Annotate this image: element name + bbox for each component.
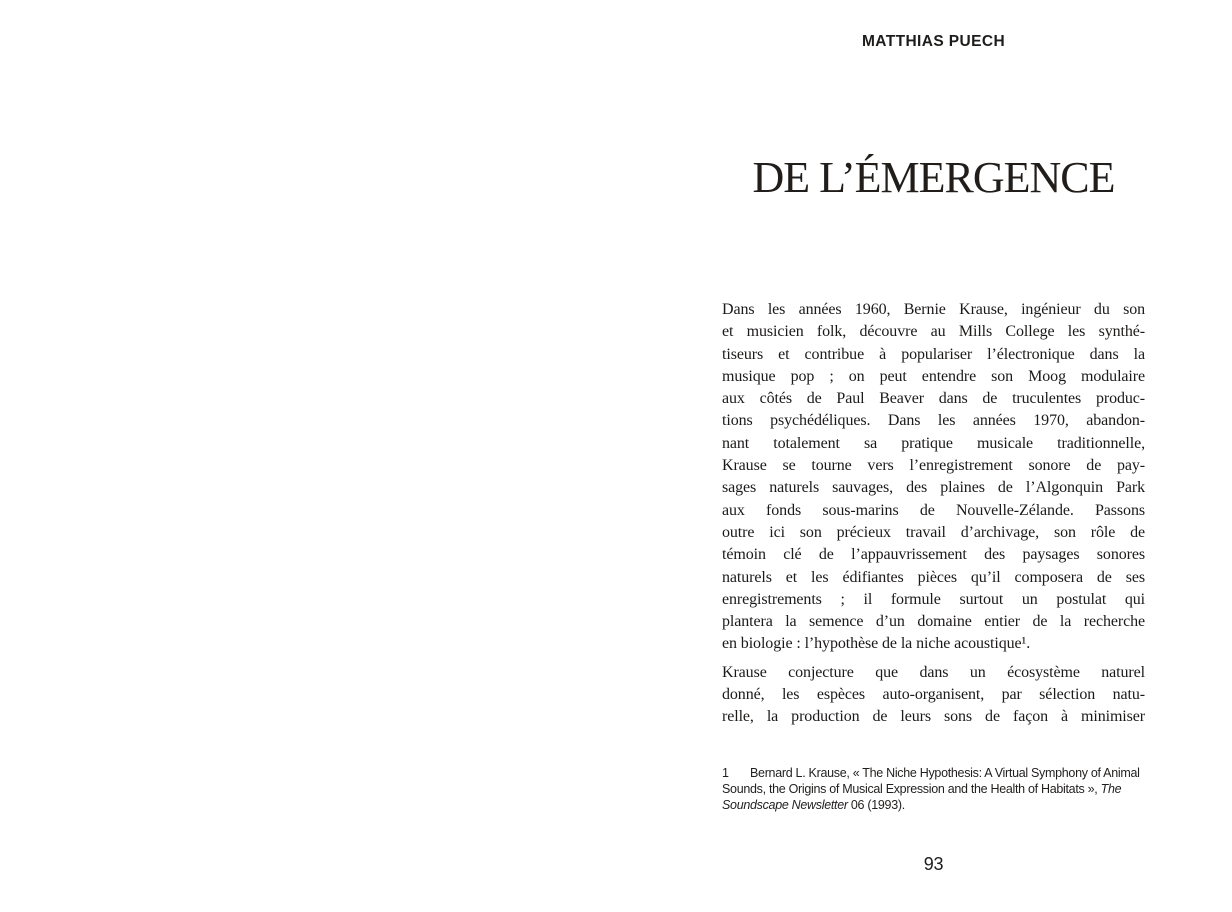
text-line: relle, la production de leurs sons de façon à minimiser: [722, 708, 1145, 726]
footnote-text: Bernard L. Krause, « The Niche Hypothesis: A Virtual Symphony of Animal: [750, 766, 1140, 780]
text-line: et musicien folk, découvre au Mills College les synthé-: [722, 323, 1145, 341]
text-line: plantera la semence d’un domaine entier de la recherche: [722, 613, 1145, 631]
text-line: naturels et les édifiantes pièces qu’il composera de ses: [722, 568, 1145, 586]
text-line: nant totalement sa pratique musicale traditionnelle,: [722, 434, 1145, 452]
text-line: Dans les années 1960, Bernie Krause, ingénieur du son: [722, 301, 1145, 318]
text-line: aux fonds sous-marins de Nouvelle-Zélande. Passons: [722, 501, 1145, 519]
footnote-line: [722, 781, 1152, 797]
footnote-line: [722, 765, 1152, 781]
body-text: [722, 299, 1145, 729]
text-line: sages naturels sauvages, des plaines de l’Algonquin Park: [722, 479, 1145, 497]
footnote-text: Sounds, the Origins of Musical Expression and the Health of Habitats »,: [722, 782, 1101, 796]
footnote-journal-title: The: [1100, 782, 1122, 796]
text-line: en biologie : l’hypothèse de la niche acoustique¹.: [722, 635, 1031, 653]
text-line: Krause se tourne vers l’enregistrement sonore de pay-: [722, 457, 1145, 475]
text-line: aux côtés de Paul Beaver dans de truculentes produc-: [722, 390, 1145, 408]
chapter-title: DE L’ÉMERGENCE: [752, 153, 1115, 202]
text-line: musique pop ; on peut entendre son Moog modulaire: [722, 367, 1145, 385]
text-line: outre ici son précieux travail d’archivage, son rôle de: [722, 523, 1145, 541]
text-line: témoin clé de l’appauvrissement des paysages sonores: [722, 546, 1145, 564]
text-line: tiseurs et contribue à populariser l’électronique dans la: [722, 345, 1145, 363]
text-column: [722, 0, 1145, 912]
footnote-number: 1: [722, 766, 729, 780]
paragraph-1: [722, 299, 1145, 656]
text-line: Krause conjecture que dans un écosystème naturel: [722, 663, 1145, 681]
text-line: enregistrements ; il formule surtout un postulat qui: [722, 590, 1145, 608]
footnote-line: [722, 797, 1152, 813]
running-head-author: MATTHIAS PUECH: [861, 33, 1006, 50]
text-line: donné, les espèces auto-organisent, par sélection natu-: [722, 686, 1145, 704]
paragraph-2: [722, 662, 1145, 729]
page-number: 93: [923, 854, 944, 874]
text-line: tions psychédéliques. Dans les années 1970, abandon-: [722, 412, 1145, 430]
footnote-journal-title: Soundscape Newsletter: [722, 798, 848, 812]
footnote-text: 06 (1993).: [847, 798, 905, 812]
footnote: [722, 765, 1152, 813]
